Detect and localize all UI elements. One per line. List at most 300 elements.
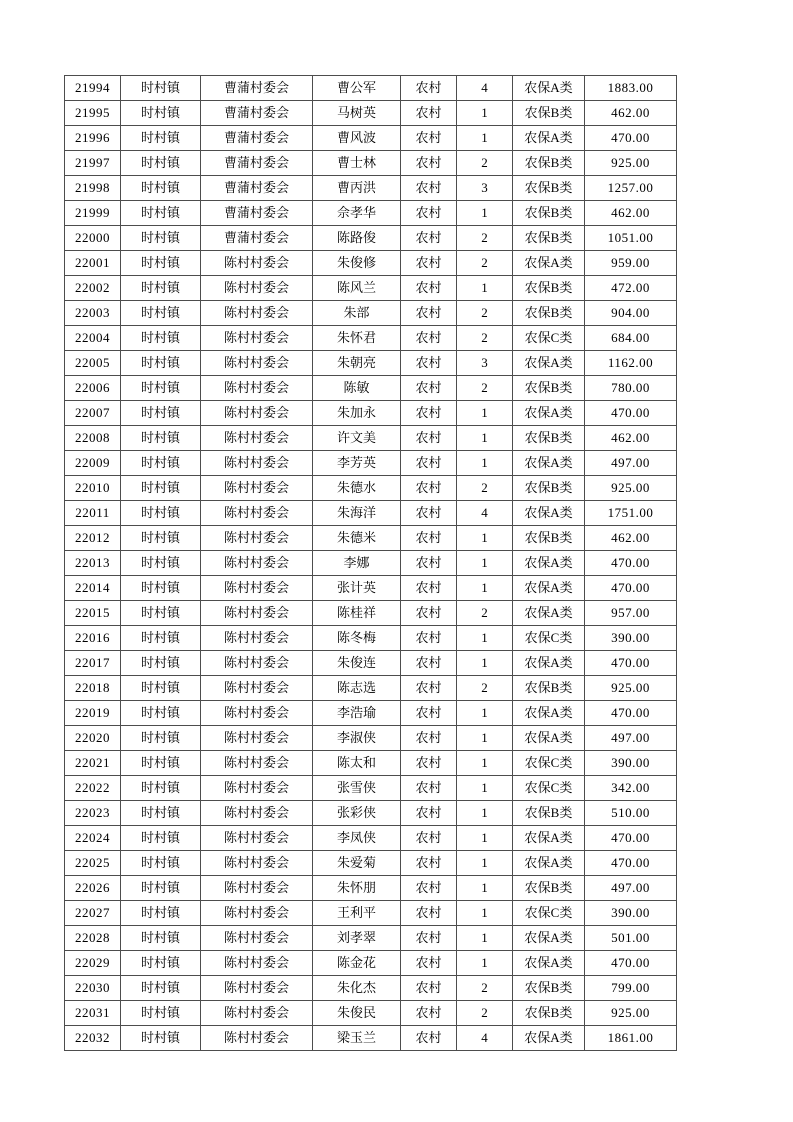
cell-person-name: 许文美 [313,426,401,451]
cell-insurance-category: 农保B类 [513,376,585,401]
cell-person-name: 朱怀朋 [313,876,401,901]
cell-serial-number: 22012 [65,526,121,551]
cell-amount: 470.00 [585,401,677,426]
table-row [65,776,677,801]
cell-residence-type: 农村 [401,751,457,776]
cell-town: 时村镇 [121,976,201,1001]
cell-amount: 510.00 [585,801,677,826]
cell-person-count: 1 [457,651,513,676]
cell-amount: 1861.00 [585,1026,677,1051]
cell-person-name: 朱海洋 [313,501,401,526]
cell-residence-type: 农村 [401,301,457,326]
cell-serial-number: 22024 [65,826,121,851]
cell-person-name: 曹丙洪 [313,176,401,201]
cell-serial-number: 22000 [65,226,121,251]
cell-amount: 462.00 [585,101,677,126]
cell-insurance-category: 农保C类 [513,626,585,651]
cell-amount: 472.00 [585,276,677,301]
cell-amount: 342.00 [585,776,677,801]
cell-person-count: 1 [457,626,513,651]
cell-village-committee: 陈村村委会 [201,301,313,326]
table-row [65,801,677,826]
cell-person-count: 1 [457,126,513,151]
cell-town: 时村镇 [121,126,201,151]
table-row [65,151,677,176]
cell-village-committee: 曹蒲村委会 [201,176,313,201]
table-row [65,451,677,476]
cell-insurance-category: 农保C类 [513,326,585,351]
cell-amount: 470.00 [585,651,677,676]
cell-village-committee: 陈村村委会 [201,926,313,951]
cell-person-name: 朱朝亮 [313,351,401,376]
cell-amount: 957.00 [585,601,677,626]
cell-person-name: 陈太和 [313,751,401,776]
cell-insurance-category: 农保C类 [513,901,585,926]
cell-insurance-category: 农保A类 [513,251,585,276]
cell-insurance-category: 农保A类 [513,926,585,951]
cell-town: 时村镇 [121,626,201,651]
cell-person-name: 朱怀君 [313,326,401,351]
cell-insurance-category: 农保A类 [513,701,585,726]
table-row [65,551,677,576]
cell-serial-number: 22017 [65,651,121,676]
cell-amount: 959.00 [585,251,677,276]
cell-village-committee: 陈村村委会 [201,951,313,976]
table-row [65,901,677,926]
cell-town: 时村镇 [121,826,201,851]
cell-village-committee: 陈村村委会 [201,976,313,1001]
cell-town: 时村镇 [121,601,201,626]
cell-person-count: 2 [457,326,513,351]
cell-residence-type: 农村 [401,601,457,626]
cell-amount: 684.00 [585,326,677,351]
cell-town: 时村镇 [121,1001,201,1026]
cell-amount: 497.00 [585,451,677,476]
cell-residence-type: 农村 [401,276,457,301]
cell-town: 时村镇 [121,701,201,726]
cell-serial-number: 22013 [65,551,121,576]
cell-amount: 780.00 [585,376,677,401]
cell-insurance-category: 农保C类 [513,751,585,776]
cell-person-name: 李芳英 [313,451,401,476]
cell-person-count: 2 [457,1001,513,1026]
cell-person-count: 4 [457,76,513,101]
cell-person-name: 曹公军 [313,76,401,101]
cell-village-committee: 陈村村委会 [201,426,313,451]
cell-serial-number: 22032 [65,1026,121,1051]
cell-person-count: 1 [457,851,513,876]
cell-residence-type: 农村 [401,476,457,501]
cell-insurance-category: 农保B类 [513,226,585,251]
cell-person-count: 2 [457,976,513,1001]
cell-person-name: 马树英 [313,101,401,126]
cell-person-count: 2 [457,301,513,326]
cell-amount: 1883.00 [585,76,677,101]
cell-person-name: 陈志选 [313,676,401,701]
cell-person-count: 3 [457,176,513,201]
cell-person-count: 4 [457,501,513,526]
cell-village-committee: 陈村村委会 [201,376,313,401]
cell-serial-number: 22020 [65,726,121,751]
table-row [65,576,677,601]
cell-serial-number: 22023 [65,801,121,826]
cell-insurance-category: 农保B类 [513,1001,585,1026]
cell-village-committee: 曹蒲村委会 [201,201,313,226]
cell-person-name: 李浩瑜 [313,701,401,726]
table-row [65,1001,677,1026]
cell-village-committee: 陈村村委会 [201,726,313,751]
cell-person-name: 朱德水 [313,476,401,501]
table-row [65,651,677,676]
cell-person-count: 4 [457,1026,513,1051]
cell-amount: 462.00 [585,526,677,551]
cell-amount: 470.00 [585,576,677,601]
cell-insurance-category: 农保A类 [513,576,585,601]
cell-serial-number: 22010 [65,476,121,501]
cell-town: 时村镇 [121,551,201,576]
cell-amount: 470.00 [585,826,677,851]
cell-village-committee: 曹蒲村委会 [201,151,313,176]
cell-village-committee: 陈村村委会 [201,751,313,776]
cell-insurance-category: 农保B类 [513,101,585,126]
cell-town: 时村镇 [121,776,201,801]
cell-serial-number: 22030 [65,976,121,1001]
cell-town: 时村镇 [121,176,201,201]
cell-serial-number: 22026 [65,876,121,901]
cell-residence-type: 农村 [401,126,457,151]
cell-person-count: 2 [457,476,513,501]
cell-village-committee: 陈村村委会 [201,601,313,626]
cell-amount: 501.00 [585,926,677,951]
cell-residence-type: 农村 [401,851,457,876]
table-row [65,851,677,876]
cell-residence-type: 农村 [401,651,457,676]
cell-amount: 904.00 [585,301,677,326]
cell-serial-number: 22016 [65,626,121,651]
cell-person-name: 张雪侠 [313,776,401,801]
table-row [65,726,677,751]
cell-amount: 497.00 [585,876,677,901]
cell-residence-type: 农村 [401,876,457,901]
cell-town: 时村镇 [121,726,201,751]
cell-serial-number: 22006 [65,376,121,401]
cell-town: 时村镇 [121,651,201,676]
cell-residence-type: 农村 [401,351,457,376]
cell-serial-number: 22011 [65,501,121,526]
cell-residence-type: 农村 [401,226,457,251]
cell-serial-number: 21995 [65,101,121,126]
cell-insurance-category: 农保A类 [513,601,585,626]
cell-person-name: 朱德米 [313,526,401,551]
cell-residence-type: 农村 [401,401,457,426]
cell-serial-number: 22014 [65,576,121,601]
cell-residence-type: 农村 [401,701,457,726]
cell-insurance-category: 农保A类 [513,451,585,476]
cell-serial-number: 22021 [65,751,121,776]
table-row [65,126,677,151]
cell-amount: 470.00 [585,851,677,876]
cell-person-name: 李凤侠 [313,826,401,851]
cell-person-count: 1 [457,701,513,726]
cell-residence-type: 农村 [401,376,457,401]
cell-insurance-category: 农保A类 [513,1026,585,1051]
cell-residence-type: 农村 [401,1001,457,1026]
cell-village-committee: 陈村村委会 [201,251,313,276]
cell-serial-number: 21996 [65,126,121,151]
cell-amount: 497.00 [585,726,677,751]
table-row [65,826,677,851]
cell-town: 时村镇 [121,476,201,501]
cell-amount: 462.00 [585,426,677,451]
cell-person-count: 1 [457,576,513,601]
cell-serial-number: 22009 [65,451,121,476]
cell-insurance-category: 农保B类 [513,176,585,201]
cell-person-name: 朱俊连 [313,651,401,676]
cell-serial-number: 21997 [65,151,121,176]
cell-village-committee: 陈村村委会 [201,451,313,476]
cell-person-name: 曹风波 [313,126,401,151]
cell-town: 时村镇 [121,401,201,426]
cell-town: 时村镇 [121,951,201,976]
cell-person-count: 1 [457,101,513,126]
cell-residence-type: 农村 [401,151,457,176]
table-row [65,701,677,726]
cell-town: 时村镇 [121,901,201,926]
cell-residence-type: 农村 [401,526,457,551]
cell-village-committee: 陈村村委会 [201,401,313,426]
cell-residence-type: 农村 [401,1026,457,1051]
cell-amount: 1257.00 [585,176,677,201]
cell-person-count: 2 [457,226,513,251]
cell-amount: 470.00 [585,701,677,726]
cell-person-name: 李淑侠 [313,726,401,751]
cell-town: 时村镇 [121,376,201,401]
cell-person-count: 1 [457,801,513,826]
cell-person-name: 朱加永 [313,401,401,426]
cell-person-count: 1 [457,551,513,576]
cell-residence-type: 农村 [401,501,457,526]
table-row [65,326,677,351]
cell-serial-number: 22029 [65,951,121,976]
cell-residence-type: 农村 [401,176,457,201]
cell-residence-type: 农村 [401,776,457,801]
cell-person-count: 1 [457,926,513,951]
table-row [65,351,677,376]
cell-village-committee: 陈村村委会 [201,651,313,676]
cell-serial-number: 22025 [65,851,121,876]
cell-insurance-category: 农保A类 [513,401,585,426]
cell-town: 时村镇 [121,676,201,701]
cell-residence-type: 农村 [401,901,457,926]
cell-residence-type: 农村 [401,626,457,651]
table-row [65,976,677,1001]
cell-person-count: 2 [457,601,513,626]
cell-town: 时村镇 [121,851,201,876]
cell-residence-type: 农村 [401,826,457,851]
cell-person-name: 王利平 [313,901,401,926]
cell-serial-number: 21998 [65,176,121,201]
cell-amount: 925.00 [585,151,677,176]
table-row [65,526,677,551]
cell-town: 时村镇 [121,801,201,826]
cell-person-name: 张计英 [313,576,401,601]
cell-town: 时村镇 [121,151,201,176]
cell-amount: 1051.00 [585,226,677,251]
cell-serial-number: 22022 [65,776,121,801]
cell-insurance-category: 农保A类 [513,76,585,101]
cell-person-name: 朱部 [313,301,401,326]
table-row [65,76,677,101]
insurance-payment-table [64,75,677,1051]
cell-residence-type: 农村 [401,201,457,226]
table-row [65,101,677,126]
cell-village-committee: 陈村村委会 [201,526,313,551]
cell-person-name: 曹士林 [313,151,401,176]
cell-town: 时村镇 [121,576,201,601]
cell-person-name: 张彩侠 [313,801,401,826]
cell-person-count: 1 [457,876,513,901]
cell-town: 时村镇 [121,426,201,451]
cell-serial-number: 22031 [65,1001,121,1026]
cell-residence-type: 农村 [401,551,457,576]
table-row [65,426,677,451]
cell-person-name: 梁玉兰 [313,1026,401,1051]
cell-residence-type: 农村 [401,101,457,126]
cell-amount: 1751.00 [585,501,677,526]
cell-residence-type: 农村 [401,451,457,476]
cell-village-committee: 陈村村委会 [201,1001,313,1026]
cell-insurance-category: 农保B类 [513,526,585,551]
cell-person-count: 1 [457,451,513,476]
cell-town: 时村镇 [121,351,201,376]
cell-village-committee: 陈村村委会 [201,776,313,801]
cell-village-committee: 陈村村委会 [201,351,313,376]
cell-serial-number: 22008 [65,426,121,451]
cell-amount: 390.00 [585,901,677,926]
cell-amount: 799.00 [585,976,677,1001]
cell-person-count: 1 [457,826,513,851]
cell-person-name: 陈金花 [313,951,401,976]
cell-serial-number: 22018 [65,676,121,701]
cell-town: 时村镇 [121,926,201,951]
table-row [65,501,677,526]
cell-village-committee: 曹蒲村委会 [201,76,313,101]
cell-insurance-category: 农保B类 [513,676,585,701]
table-row [65,201,677,226]
cell-person-count: 1 [457,951,513,976]
table-row [65,676,677,701]
cell-residence-type: 农村 [401,926,457,951]
cell-person-count: 2 [457,376,513,401]
cell-residence-type: 农村 [401,426,457,451]
cell-amount: 470.00 [585,551,677,576]
cell-amount: 925.00 [585,1001,677,1026]
cell-serial-number: 21994 [65,76,121,101]
cell-person-name: 陈风兰 [313,276,401,301]
cell-person-name: 朱俊民 [313,1001,401,1026]
cell-insurance-category: 农保B类 [513,876,585,901]
table-row [65,601,677,626]
cell-serial-number: 22004 [65,326,121,351]
table-row [65,301,677,326]
cell-village-committee: 曹蒲村委会 [201,101,313,126]
cell-town: 时村镇 [121,301,201,326]
cell-serial-number: 22015 [65,601,121,626]
cell-insurance-category: 农保B类 [513,801,585,826]
cell-insurance-category: 农保B类 [513,301,585,326]
cell-town: 时村镇 [121,1026,201,1051]
cell-village-committee: 曹蒲村委会 [201,226,313,251]
cell-town: 时村镇 [121,876,201,901]
cell-serial-number: 22003 [65,301,121,326]
cell-insurance-category: 农保B类 [513,476,585,501]
cell-village-committee: 陈村村委会 [201,1026,313,1051]
cell-amount: 390.00 [585,626,677,651]
cell-town: 时村镇 [121,76,201,101]
cell-village-committee: 陈村村委会 [201,326,313,351]
cell-village-committee: 陈村村委会 [201,276,313,301]
cell-amount: 925.00 [585,476,677,501]
cell-insurance-category: 农保B类 [513,201,585,226]
cell-insurance-category: 农保A类 [513,351,585,376]
cell-village-committee: 陈村村委会 [201,676,313,701]
cell-town: 时村镇 [121,501,201,526]
table-row [65,251,677,276]
cell-village-committee: 陈村村委会 [201,476,313,501]
cell-person-name: 佘孝华 [313,201,401,226]
cell-insurance-category: 农保A类 [513,726,585,751]
table-row [65,951,677,976]
cell-person-name: 李娜 [313,551,401,576]
cell-village-committee: 陈村村委会 [201,826,313,851]
cell-serial-number: 22019 [65,701,121,726]
cell-serial-number: 22002 [65,276,121,301]
cell-insurance-category: 农保B类 [513,151,585,176]
cell-town: 时村镇 [121,101,201,126]
cell-insurance-category: 农保A类 [513,651,585,676]
cell-person-name: 陈冬梅 [313,626,401,651]
cell-village-committee: 陈村村委会 [201,901,313,926]
cell-person-name: 朱化杰 [313,976,401,1001]
cell-person-count: 1 [457,776,513,801]
table-row [65,1026,677,1051]
cell-insurance-category: 农保A类 [513,851,585,876]
cell-person-count: 2 [457,676,513,701]
cell-insurance-category: 农保A类 [513,551,585,576]
cell-town: 时村镇 [121,751,201,776]
table-row [65,276,677,301]
cell-town: 时村镇 [121,451,201,476]
cell-person-count: 1 [457,726,513,751]
cell-residence-type: 农村 [401,251,457,276]
table-row [65,176,677,201]
cell-serial-number: 21999 [65,201,121,226]
cell-village-committee: 陈村村委会 [201,876,313,901]
table-row [65,226,677,251]
cell-serial-number: 22005 [65,351,121,376]
table-row [65,926,677,951]
cell-residence-type: 农村 [401,326,457,351]
cell-amount: 470.00 [585,951,677,976]
cell-residence-type: 农村 [401,976,457,1001]
cell-town: 时村镇 [121,226,201,251]
table-body [65,76,677,1051]
cell-town: 时村镇 [121,326,201,351]
cell-person-name: 朱俊修 [313,251,401,276]
table-row [65,876,677,901]
cell-person-count: 1 [457,901,513,926]
cell-residence-type: 农村 [401,801,457,826]
